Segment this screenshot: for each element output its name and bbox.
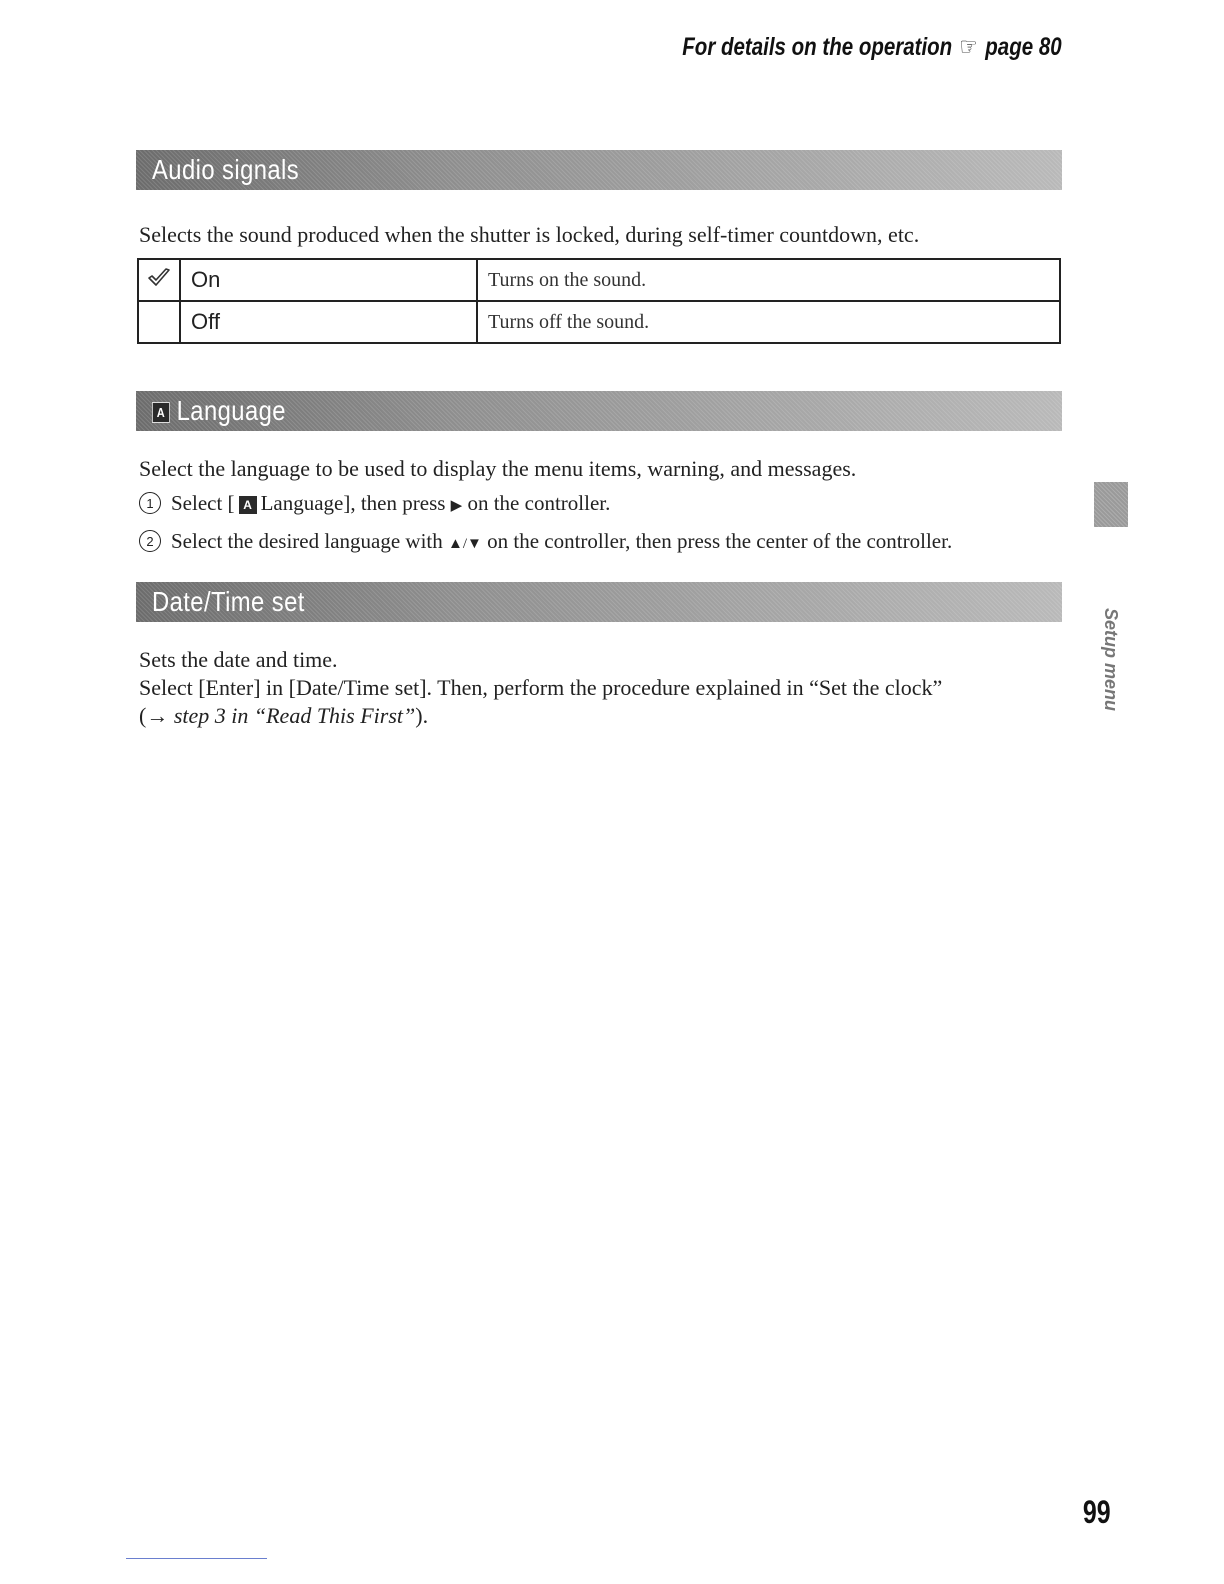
reference-prefix: For details on the operation — [682, 33, 953, 61]
section-tab-label: Setup menu — [1101, 608, 1121, 712]
language-description: Select the language to be used to display the menu items, warning, and messages. — [139, 456, 857, 481]
right-arrow-icon: → — [146, 703, 169, 728]
option-name: Off — [180, 301, 477, 343]
date-time-line-2: Select [Enter] in [Date/Time set]. Then, perform the procedure explained in “Set the clock” — [139, 675, 943, 700]
audio-signals-title: Audio signals — [152, 154, 300, 185]
audio-signals-heading — [136, 150, 1062, 190]
date-time-line-3: (→ step 3 in “Read This First”). — [139, 703, 429, 728]
default-check-cell — [138, 259, 180, 301]
date-time-title: Date/Time set — [152, 586, 305, 617]
pointing-hand-icon: ☞ — [959, 33, 979, 61]
language-step-1: 1 Select [ A Language], then press ▶ on the controller. — [139, 491, 610, 516]
section-tab-marker — [1094, 482, 1128, 527]
page-number: 99 — [1083, 1494, 1111, 1530]
up-down-arrow-icon: ▲/▼ — [448, 536, 482, 552]
date-time-heading — [136, 582, 1062, 622]
table-row — [138, 259, 1060, 301]
language-title: Language — [176, 395, 286, 426]
cross-reference: step 3 in “Read This First” — [173, 703, 416, 728]
option-description: Turns off the sound. — [477, 301, 1060, 343]
reference-page: page 80 — [985, 33, 1062, 61]
language-step-2: 2 Select the desired language with ▲/▼ on the controller, then press the center of the controller. — [139, 529, 952, 554]
language-heading — [136, 391, 1062, 431]
date-time-line-1: Sets the date and time. — [139, 647, 338, 672]
table-row — [138, 301, 1060, 343]
option-name: On — [180, 259, 477, 301]
step-number: 1 — [139, 492, 161, 514]
footer-rule — [126, 1558, 267, 1559]
audio-signals-description: Selects the sound produced when the shutter is locked, during self-timer countdown, etc. — [139, 222, 920, 247]
right-arrow-icon: ▶ — [450, 498, 463, 514]
empty-check-cell — [138, 301, 180, 343]
language-icon: A — [239, 496, 257, 514]
audio-options-table — [137, 258, 1061, 344]
language-title-group — [152, 395, 286, 427]
step-number: 2 — [139, 530, 161, 552]
option-description: Turns on the sound. — [477, 259, 1060, 301]
checkmark-icon — [147, 267, 171, 289]
language-icon: A — [152, 402, 170, 423]
page-reference — [683, 32, 1062, 62]
